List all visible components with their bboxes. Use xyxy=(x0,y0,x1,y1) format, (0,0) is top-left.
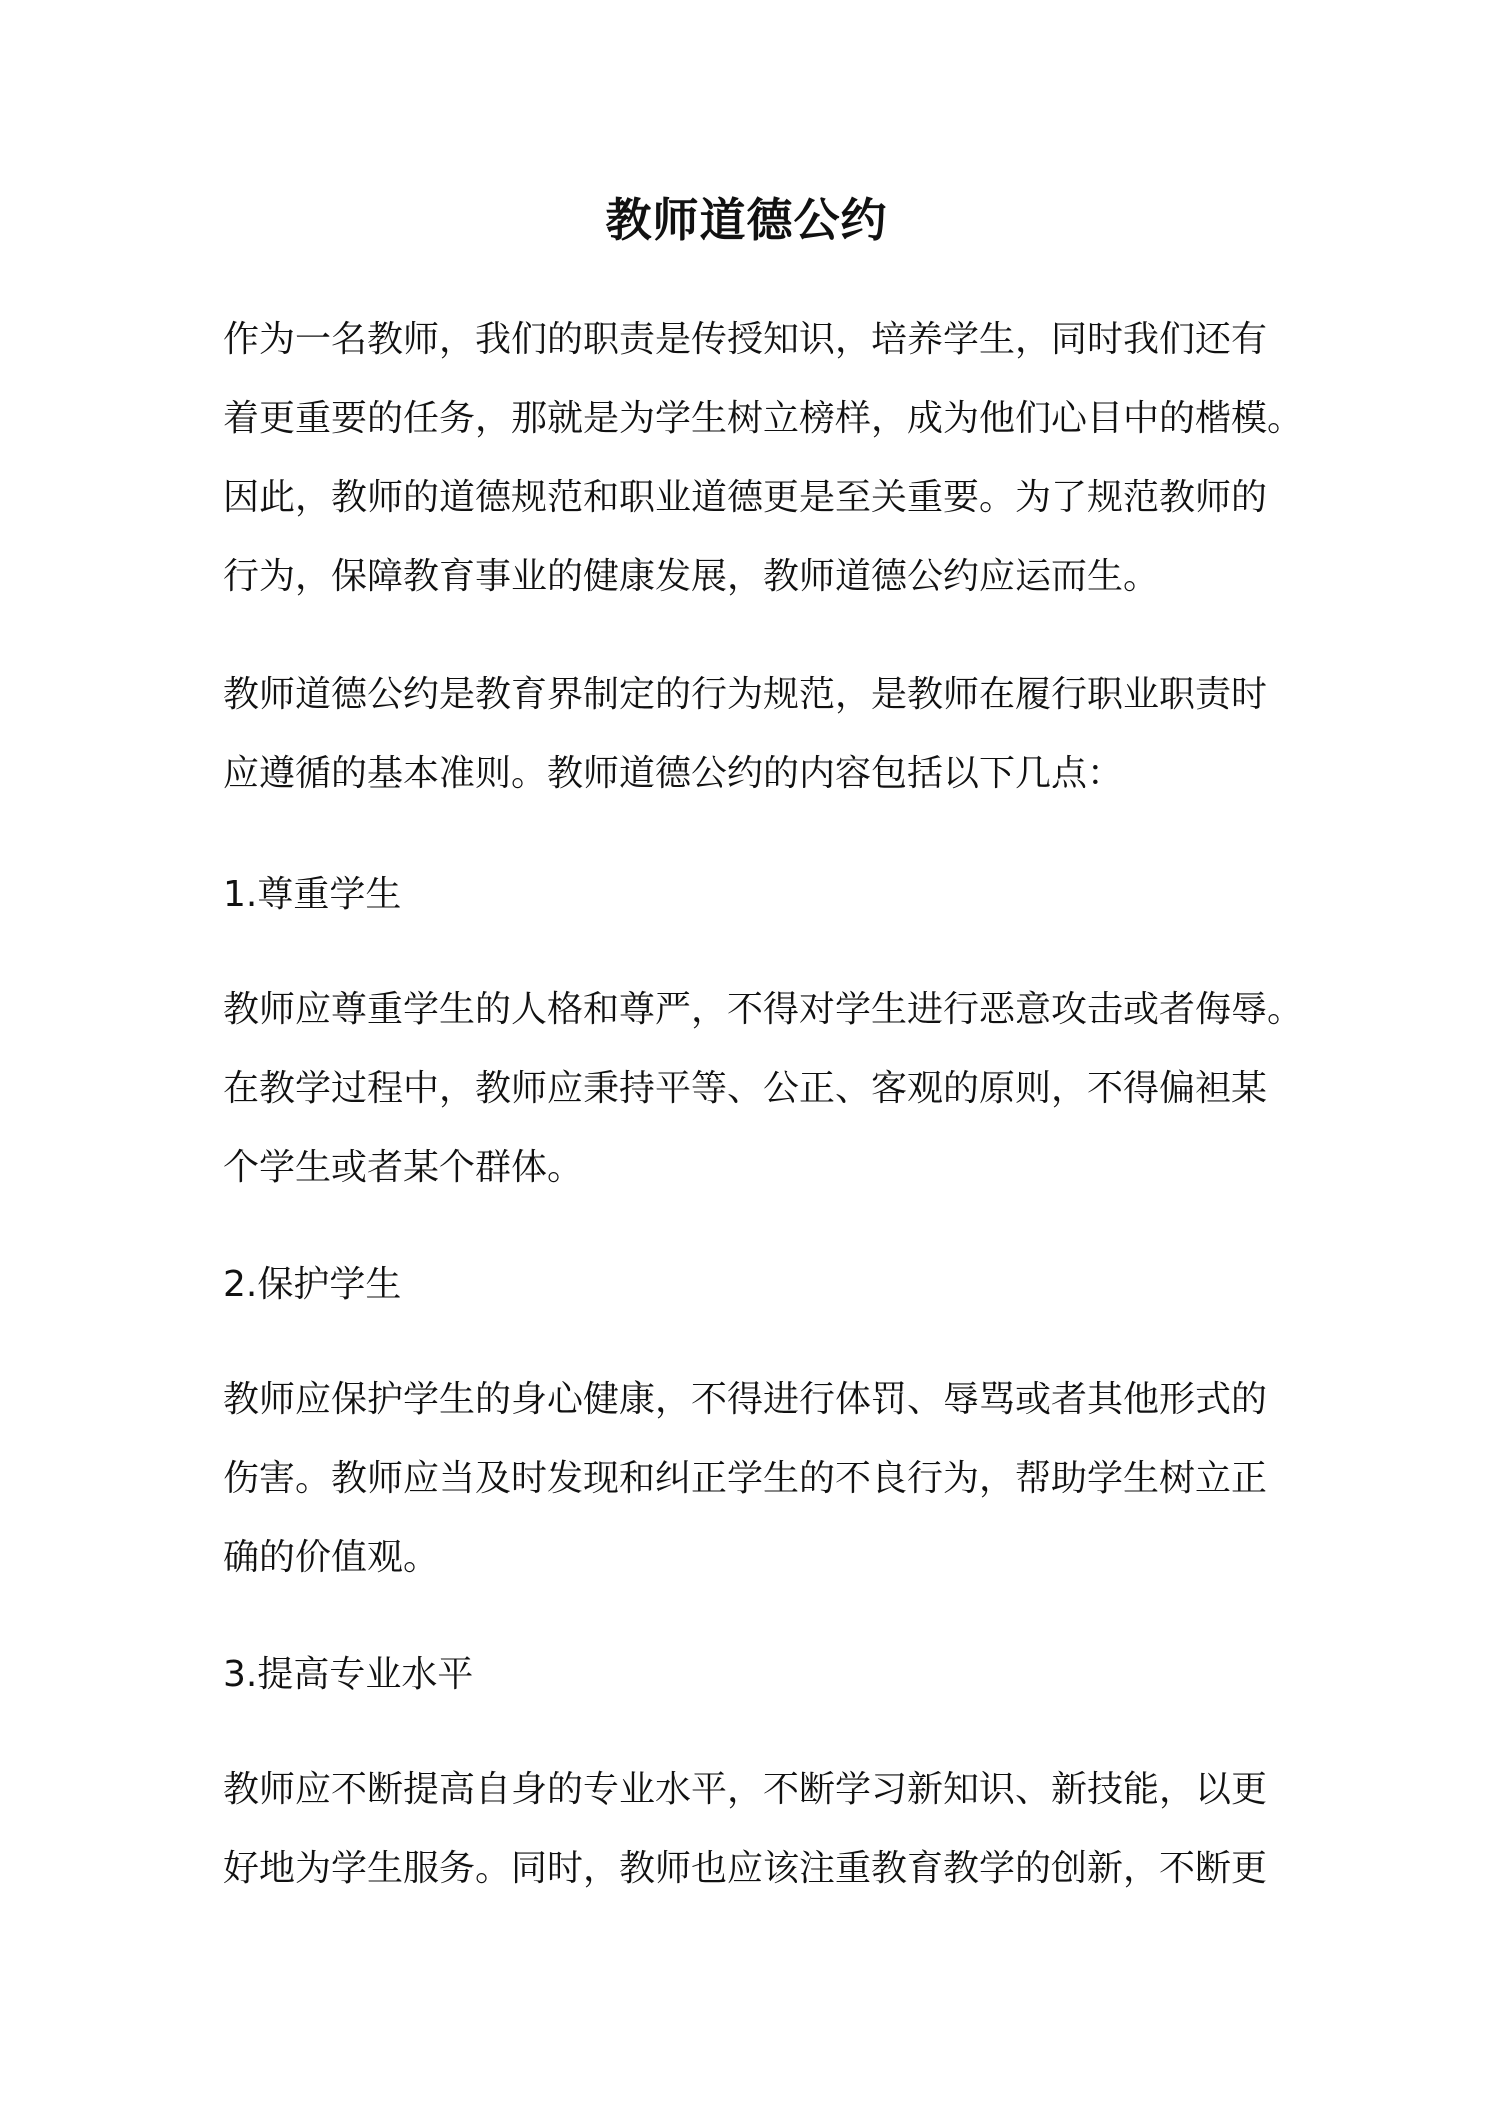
paragraph-line: 教师应保护学生的身心健康，不得进行体罚、辱骂或者其他形式的 xyxy=(223,1379,1268,1420)
paragraph-line: 着更重要的任务，那就是为学生树立榜样，成为他们心目中的楷模。 xyxy=(223,398,1304,439)
paragraph-line: 在教学过程中，教师应秉持平等、公正、客观的原则，不得偏袒某 xyxy=(223,1068,1268,1109)
section-heading-professional: 3.提高专业水平 xyxy=(223,1654,474,1695)
paragraph-line: 因此，教师的道德规范和职业道德更是至关重要。为了规范教师的 xyxy=(223,477,1268,518)
paragraph-line: 确的价值观。 xyxy=(223,1537,440,1578)
paragraph-line: 伤害。教师应当及时发现和纠正学生的不良行为，帮助学生树立正 xyxy=(223,1458,1268,1499)
section-heading-respect: 1.尊重学生 xyxy=(223,874,402,915)
section-heading-protect: 2.保护学生 xyxy=(223,1264,402,1305)
intro-paragraph-1 xyxy=(223,300,1308,616)
section-paragraph-protect xyxy=(223,1360,1308,1597)
paragraph-line: 教师应尊重学生的人格和尊严，不得对学生进行恶意攻击或者侮辱。 xyxy=(223,989,1304,1030)
intro-paragraph-2 xyxy=(223,655,1308,813)
section-paragraph-professional xyxy=(223,1750,1308,1908)
section-paragraph-respect xyxy=(223,970,1308,1207)
paragraph-line: 行为，保障教育事业的健康发展，教师道德公约应运而生。 xyxy=(223,556,1160,597)
paragraph-line: 教师道德公约是教育界制定的行为规范，是教师在履行职业职责时 xyxy=(223,674,1268,715)
paragraph-line: 好地为学生服务。同时，教师也应该注重教育教学的创新，不断更 xyxy=(223,1848,1268,1889)
paragraph-line: 作为一名教师，我们的职责是传授知识，培养学生，同时我们还有 xyxy=(223,319,1268,360)
paragraph-line: 个学生或者某个群体。 xyxy=(223,1147,584,1188)
document-title: 教师道德公约 xyxy=(605,193,888,247)
paragraph-line: 教师应不断提高自身的专业水平，不断学习新知识、新技能，以更 xyxy=(223,1769,1268,1810)
paragraph-line: 应遵循的基本准则。教师道德公约的内容包括以下几点： xyxy=(223,753,1124,794)
